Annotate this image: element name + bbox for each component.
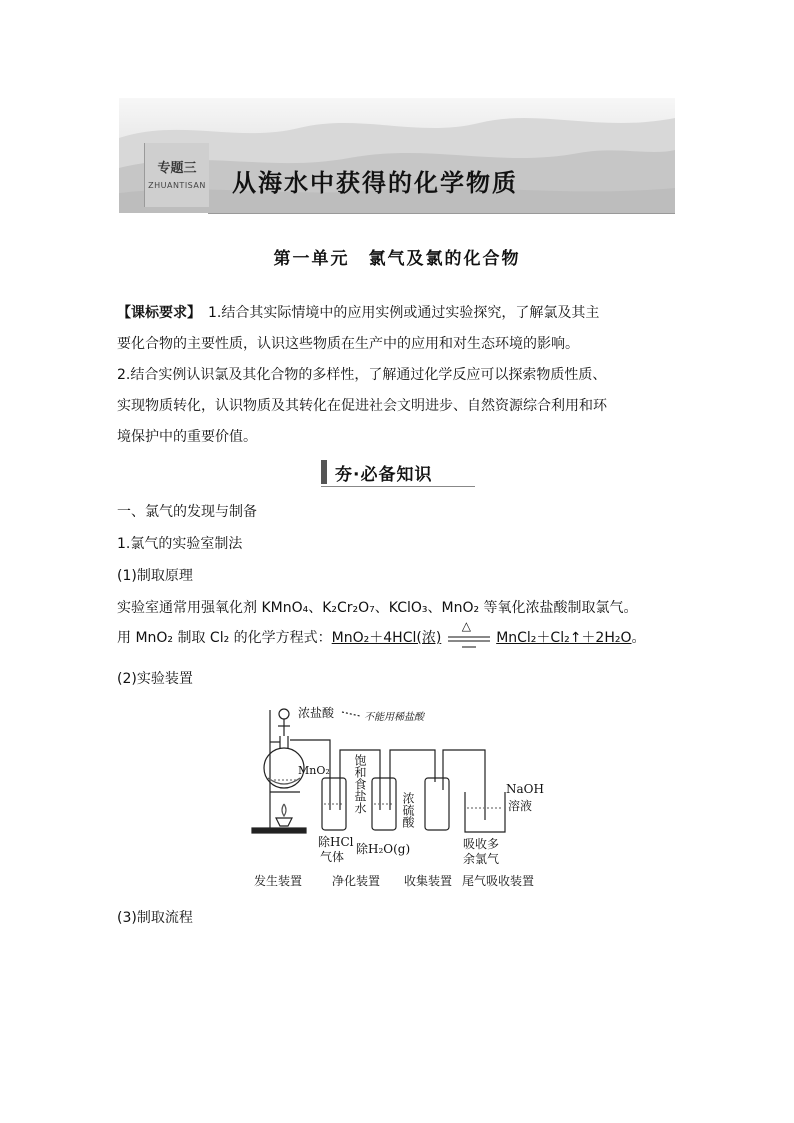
label-absorb-2: 余氯气 — [463, 852, 500, 866]
label-purify-device: 净化装置 — [332, 874, 381, 888]
requirements-line-1 — [117, 298, 679, 329]
requirements-label: 【课标要求】 — [117, 305, 194, 321]
requirements-text-1: 1.结合其实际情境中的应用实例或通过实验探究，了解氯及其主 — [194, 305, 600, 321]
label-gas: 气体 — [320, 850, 345, 864]
label-tail-device: 尾气吸收装置 — [462, 874, 535, 888]
label-sat-brine: 饱和食盐水 — [353, 754, 367, 814]
unit-title: 第一单元 氯气及氯的化合物 — [273, 249, 521, 269]
topic-badge — [144, 143, 209, 207]
heat-symbol: △ — [461, 619, 471, 633]
heading-1: 一、氯气的发现与制备 — [117, 504, 257, 520]
label-naoh: NaOH — [506, 782, 544, 796]
label-not-dilute: 不能用稀盐酸 — [364, 712, 424, 723]
badge-main-label: 专题三 — [157, 161, 197, 176]
badge-sub-label: ZHUANTISAN — [148, 181, 206, 190]
topic-title: 从海水中获得的化学物质 — [232, 169, 518, 197]
sub-heading-1: (1)制取原理 — [117, 568, 193, 584]
requirements-line-2: 要化合物的主要性质，认识这些物质在生产中的应用和对生态环境的影响。 — [117, 336, 579, 352]
label-absorb-1: 吸收多 — [463, 837, 500, 851]
heading-2: 1.氯气的实验室制法 — [117, 536, 243, 552]
banner-divider — [208, 213, 675, 214]
equation-line — [117, 619, 646, 648]
requirements-line-4: 实现物质转化，认识物质及其转化在促进社会文明进步、自然资源综合利用和环 — [117, 398, 607, 414]
label-remove-h2o: 除H₂O(g) — [356, 842, 411, 856]
equation-condition — [446, 619, 492, 648]
sub-heading-3: (3)制取流程 — [117, 910, 193, 926]
label-gen-device: 发生装置 — [254, 874, 303, 888]
apparatus-drawing-icon — [250, 700, 550, 860]
principle-text: 实验室通常用强氧化剂 KMnO₄、K₂Cr₂O₇、KClO₃、MnO₂ 等氧化浓盐酸制取氯气。 — [117, 600, 638, 616]
section-title-box — [321, 458, 475, 487]
label-collect-device: 收集装置 — [404, 874, 453, 888]
equation-end: 。 — [631, 630, 646, 646]
sub-heading-2: (2)实验装置 — [117, 671, 193, 687]
section-bar — [321, 460, 327, 484]
equation-prefix: 用 MnO₂ 制取 Cl₂ 的化学方程式： — [117, 630, 332, 646]
requirements-line-5: 境保护中的重要价值。 — [117, 429, 257, 445]
equation-right: MnCl₂＋Cl₂↑＋2H₂O — [496, 630, 632, 646]
equals-sign-icon — [446, 628, 492, 648]
section-title: 夯·必备知识 — [335, 465, 433, 485]
label-remove-hcl: 除HCl — [318, 835, 354, 849]
equation-left: MnO₂＋4HCl(浓) — [331, 630, 442, 646]
label-conc-hcl: 浓盐酸 — [298, 706, 335, 720]
apparatus-figure — [250, 700, 550, 895]
label-solution: 溶液 — [508, 799, 533, 813]
requirements-line-3: 2.结合实例认识氯及其化合物的多样性，了解通过化学反应可以探索物质性质、 — [117, 367, 607, 383]
label-mno2: MnO₂ — [298, 764, 330, 777]
label-conc-h2so4: 浓硫酸 — [401, 792, 415, 828]
